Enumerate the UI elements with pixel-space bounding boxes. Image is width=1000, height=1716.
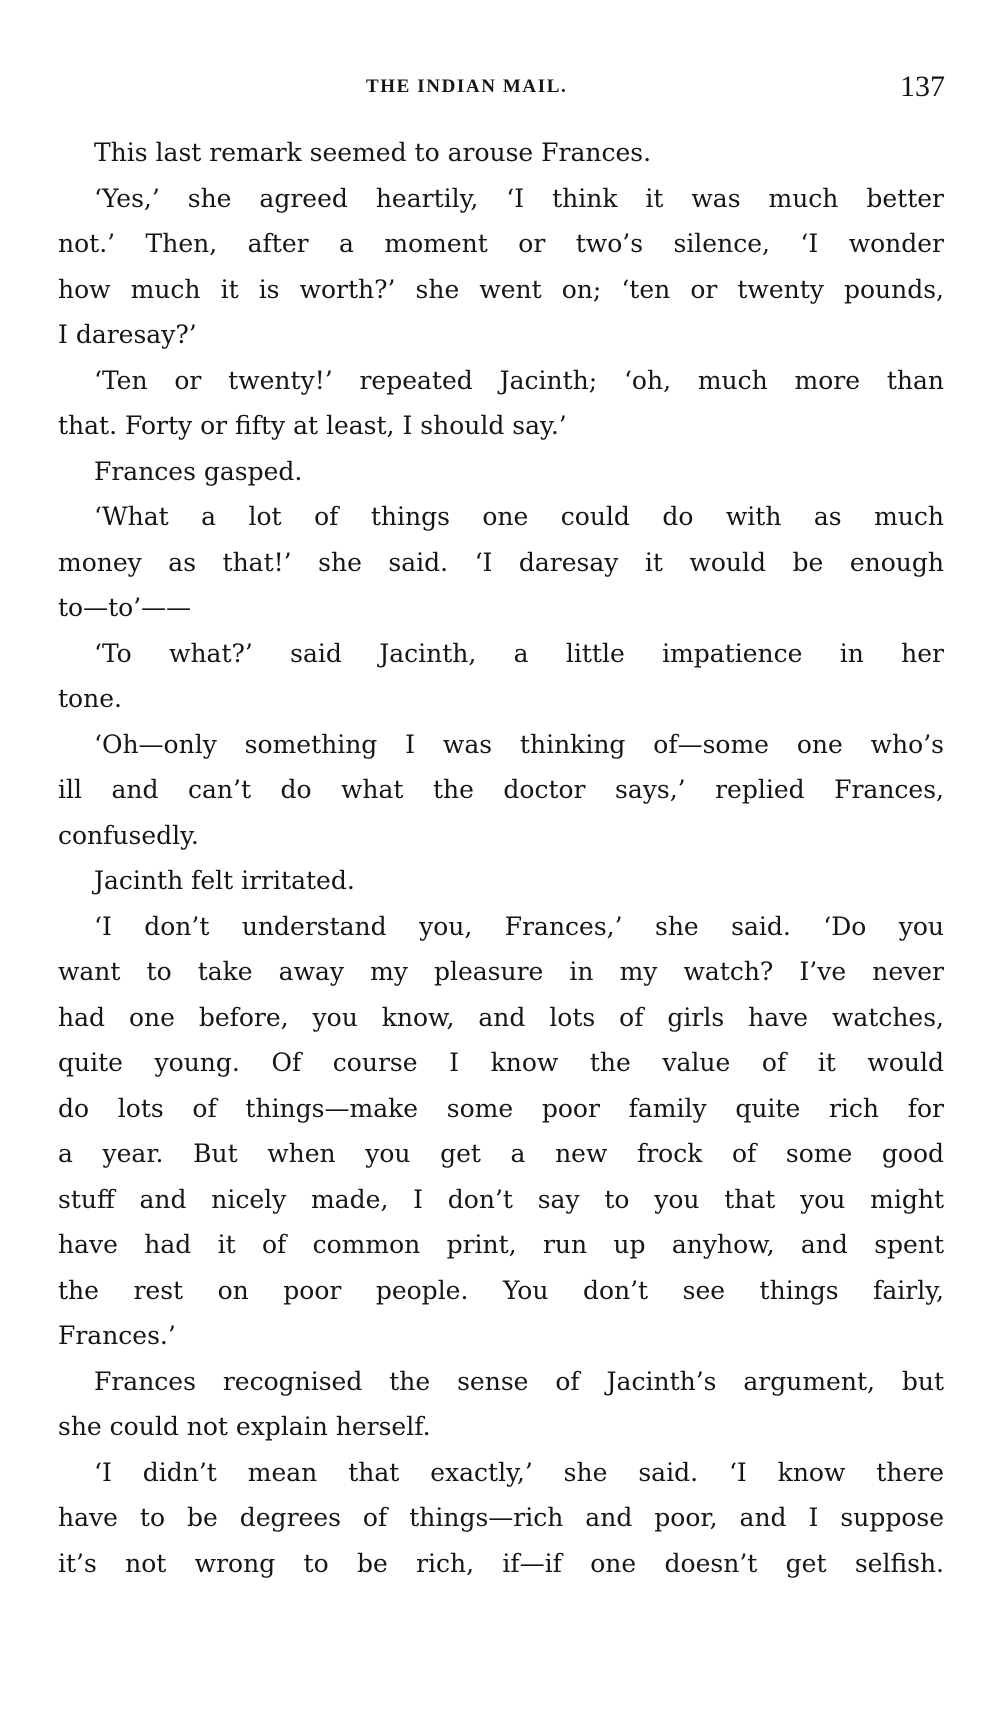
text-line: the rest on poor people. You don’t see things fairly, [58,1275,944,1305]
paragraph [58,176,944,358]
text-line: how much it is worth?’ she went on; ‘ten or twenty pounds, [58,274,944,304]
paragraph [58,130,944,176]
text-line: not.’ Then, after a moment or two’s silence, ‘I wonder [58,229,944,258]
text-line: it’s not wrong to be rich, if—if one doesn’t get selfish. [58,1548,944,1578]
text-line: do lots of things—make some poor family quite rich for [58,1093,944,1123]
paragraph [58,722,944,859]
text-line: Jacinth felt irritated. [94,866,355,895]
paragraph [58,449,944,495]
paragraph [58,858,944,904]
running-title: THE INDIAN MAIL. [366,76,568,97]
text-line: ‘To what?’ said Jacinth, a little impatience in her [94,638,944,668]
running-header [0,72,1000,108]
text-line: I daresay?’ [58,320,197,349]
text-line: ‘What a lot of things one could do with as much [94,502,944,531]
text-line: Frances gasped. [94,456,303,486]
text-line: have to be degrees of things—rich and poor, and I suppose [58,1503,944,1532]
text-line: Frances recognised the sense of Jacinth’s argument, but [94,1366,944,1396]
text-line: ‘Oh—only something I was thinking of—some one who’s [94,729,944,759]
paragraph [58,494,944,631]
text-line: ‘I didn’t mean that exactly,’ she said. ‘I know there [94,1457,944,1487]
paragraph [58,358,944,449]
text-line: a year. But when you get a new frock of some good [58,1139,944,1168]
paragraph [58,904,944,1359]
body-text [58,130,944,1586]
text-line: ‘I don’t understand you, Frances,’ she said. ‘Do you [94,911,944,941]
paragraph [58,631,944,722]
text-line: ‘Ten or twenty!’ repeated Jacinth; ‘oh, much more than [94,365,944,395]
text-line: tone. [58,684,122,713]
text-line: Frances.’ [58,1321,176,1350]
text-line: quite young. Of course I know the value of it would [58,1048,944,1077]
paragraph [58,1359,944,1450]
text-line: had one before, you know, and lots of girls have watches, [58,1002,944,1032]
text-line: that. Forty or fifty at least, I should say.’ [58,411,567,440]
paragraph [58,1450,944,1587]
text-line: This last remark seemed to arouse Frances. [94,138,652,167]
text-line: ill and can’t do what the doctor says,’ replied Frances, [58,775,944,804]
text-line: she could not explain herself. [58,1412,431,1441]
text-line: confusedly. [58,820,199,850]
text-line: money as that!’ she said. ‘I daresay it would be enough [58,547,944,577]
text-line: to—to’—— [58,593,192,622]
text-line: ‘Yes,’ she agreed heartily, ‘I think it was much better [94,183,944,213]
text-line: want to take away my pleasure in my watch? I’ve never [58,957,944,986]
text-line: stuff and nicely made, I don’t say to you that you might [58,1184,944,1214]
text-line: have had it of common print, run up anyhow, and spent [58,1230,944,1259]
page-number: 137 [900,70,945,103]
